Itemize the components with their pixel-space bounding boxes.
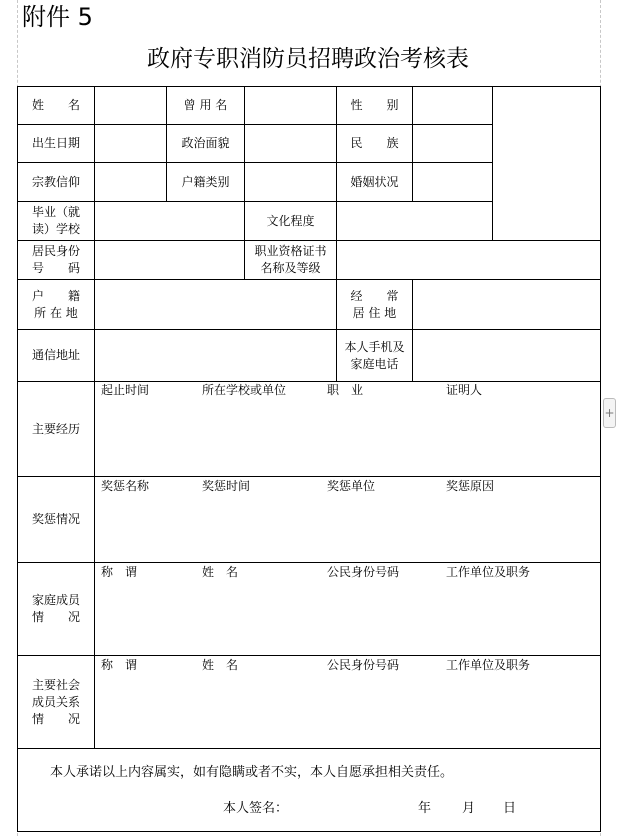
certificate-value[interactable] <box>336 240 601 280</box>
experience-col-witness: 证明人 <box>446 383 483 397</box>
id-number-label-text: 居民身份号 码 <box>31 244 80 275</box>
education-value[interactable] <box>336 201 493 241</box>
political-status-label: 政治面貌 <box>166 124 245 163</box>
signature-label: 本人签名： <box>223 801 289 816</box>
gender-value[interactable] <box>412 86 493 125</box>
family-col-relation: 称 谓 <box>101 565 138 579</box>
household-location-label <box>17 279 95 330</box>
marital-status-value[interactable] <box>412 162 493 202</box>
ethnicity-value[interactable] <box>412 124 493 163</box>
household-type-value[interactable] <box>244 162 337 202</box>
family-col-employer: 工作单位及职务 <box>446 565 531 579</box>
social-label <box>17 655 95 749</box>
awards-col-unit: 奖惩单位 <box>327 479 376 493</box>
family-col-name: 姓 名 <box>202 565 239 579</box>
experience-col-period: 起止时间 <box>101 383 150 397</box>
household-location-value[interactable] <box>94 279 337 330</box>
birth-date-label: 出生日期 <box>17 124 95 163</box>
social-col-id: 公民身份号码 <box>327 658 400 672</box>
address-value[interactable] <box>94 329 337 382</box>
awards-col-reason: 奖惩原因 <box>446 479 495 493</box>
social-col-employer: 工作单位及职务 <box>446 658 531 672</box>
political-status-value[interactable] <box>244 124 337 163</box>
awards-label: 奖惩情况 <box>17 476 95 563</box>
household-type-label: 户籍类别 <box>166 162 245 202</box>
address-label: 通信地址 <box>17 329 95 382</box>
phone-label-text: 本人手机及家庭电话 <box>344 339 405 371</box>
family-label-text: 家庭成员情 况 <box>31 593 80 624</box>
residence-value[interactable] <box>412 279 601 330</box>
phone-value[interactable] <box>412 329 601 382</box>
residence-label-text: 经 常居 住 地 <box>350 288 399 320</box>
declaration-box <box>17 748 601 832</box>
id-number-value[interactable] <box>94 240 245 280</box>
school-label-text: 毕业（就读）学校 <box>31 205 80 236</box>
social-col-relation: 称 谓 <box>101 658 138 672</box>
gender-label: 性 别 <box>336 86 413 125</box>
experience-col-unit: 所在学校或单位 <box>202 383 287 397</box>
experience-label: 主要经历 <box>17 381 95 477</box>
family-col-id: 公民身份号码 <box>327 565 400 579</box>
household-location-label-text: 户 籍所 在 地 <box>31 288 80 320</box>
former-name-value[interactable] <box>244 86 337 125</box>
education-label: 文化程度 <box>244 201 337 241</box>
phone-label <box>336 329 413 382</box>
certificate-label-text: 职业资格证书名称及等级 <box>254 244 327 275</box>
family-label <box>17 562 95 656</box>
attachment-label: 附件 5 <box>22 3 93 31</box>
signature-field[interactable] <box>292 798 402 818</box>
social-label-text: 主要社会成员关系情 况 <box>31 677 80 726</box>
experience-col-job: 职 业 <box>327 383 364 397</box>
former-name-label: 曾 用 名 <box>166 86 245 125</box>
birth-date-value[interactable] <box>94 124 167 163</box>
school-label <box>17 201 95 241</box>
religion-value[interactable] <box>94 162 167 202</box>
declaration-statement: 本人承诺以上内容属实，如有隐瞒或者不实，本人自愿承担相关责任。 <box>50 765 454 780</box>
social-col-name: 姓 名 <box>202 658 239 672</box>
date-year: 年 <box>418 801 432 816</box>
id-number-label <box>17 240 95 280</box>
photo-area[interactable] <box>492 86 601 241</box>
date-month: 月 <box>462 801 476 816</box>
expand-plus-icon[interactable]: + <box>603 398 616 428</box>
awards-col-time: 奖惩时间 <box>202 479 251 493</box>
residence-label <box>336 279 413 330</box>
page-title: 政府专职消防员招聘政治考核表 <box>147 46 469 72</box>
name-label: 姓 名 <box>17 86 95 125</box>
awards-col-name: 奖惩名称 <box>101 479 150 493</box>
religion-label: 宗教信仰 <box>17 162 95 202</box>
certificate-label <box>244 240 337 280</box>
ethnicity-label: 民 族 <box>336 124 413 163</box>
date-day: 日 <box>503 801 517 816</box>
name-value[interactable] <box>94 86 167 125</box>
marital-status-label: 婚姻状况 <box>336 162 413 202</box>
school-value[interactable] <box>94 201 245 241</box>
